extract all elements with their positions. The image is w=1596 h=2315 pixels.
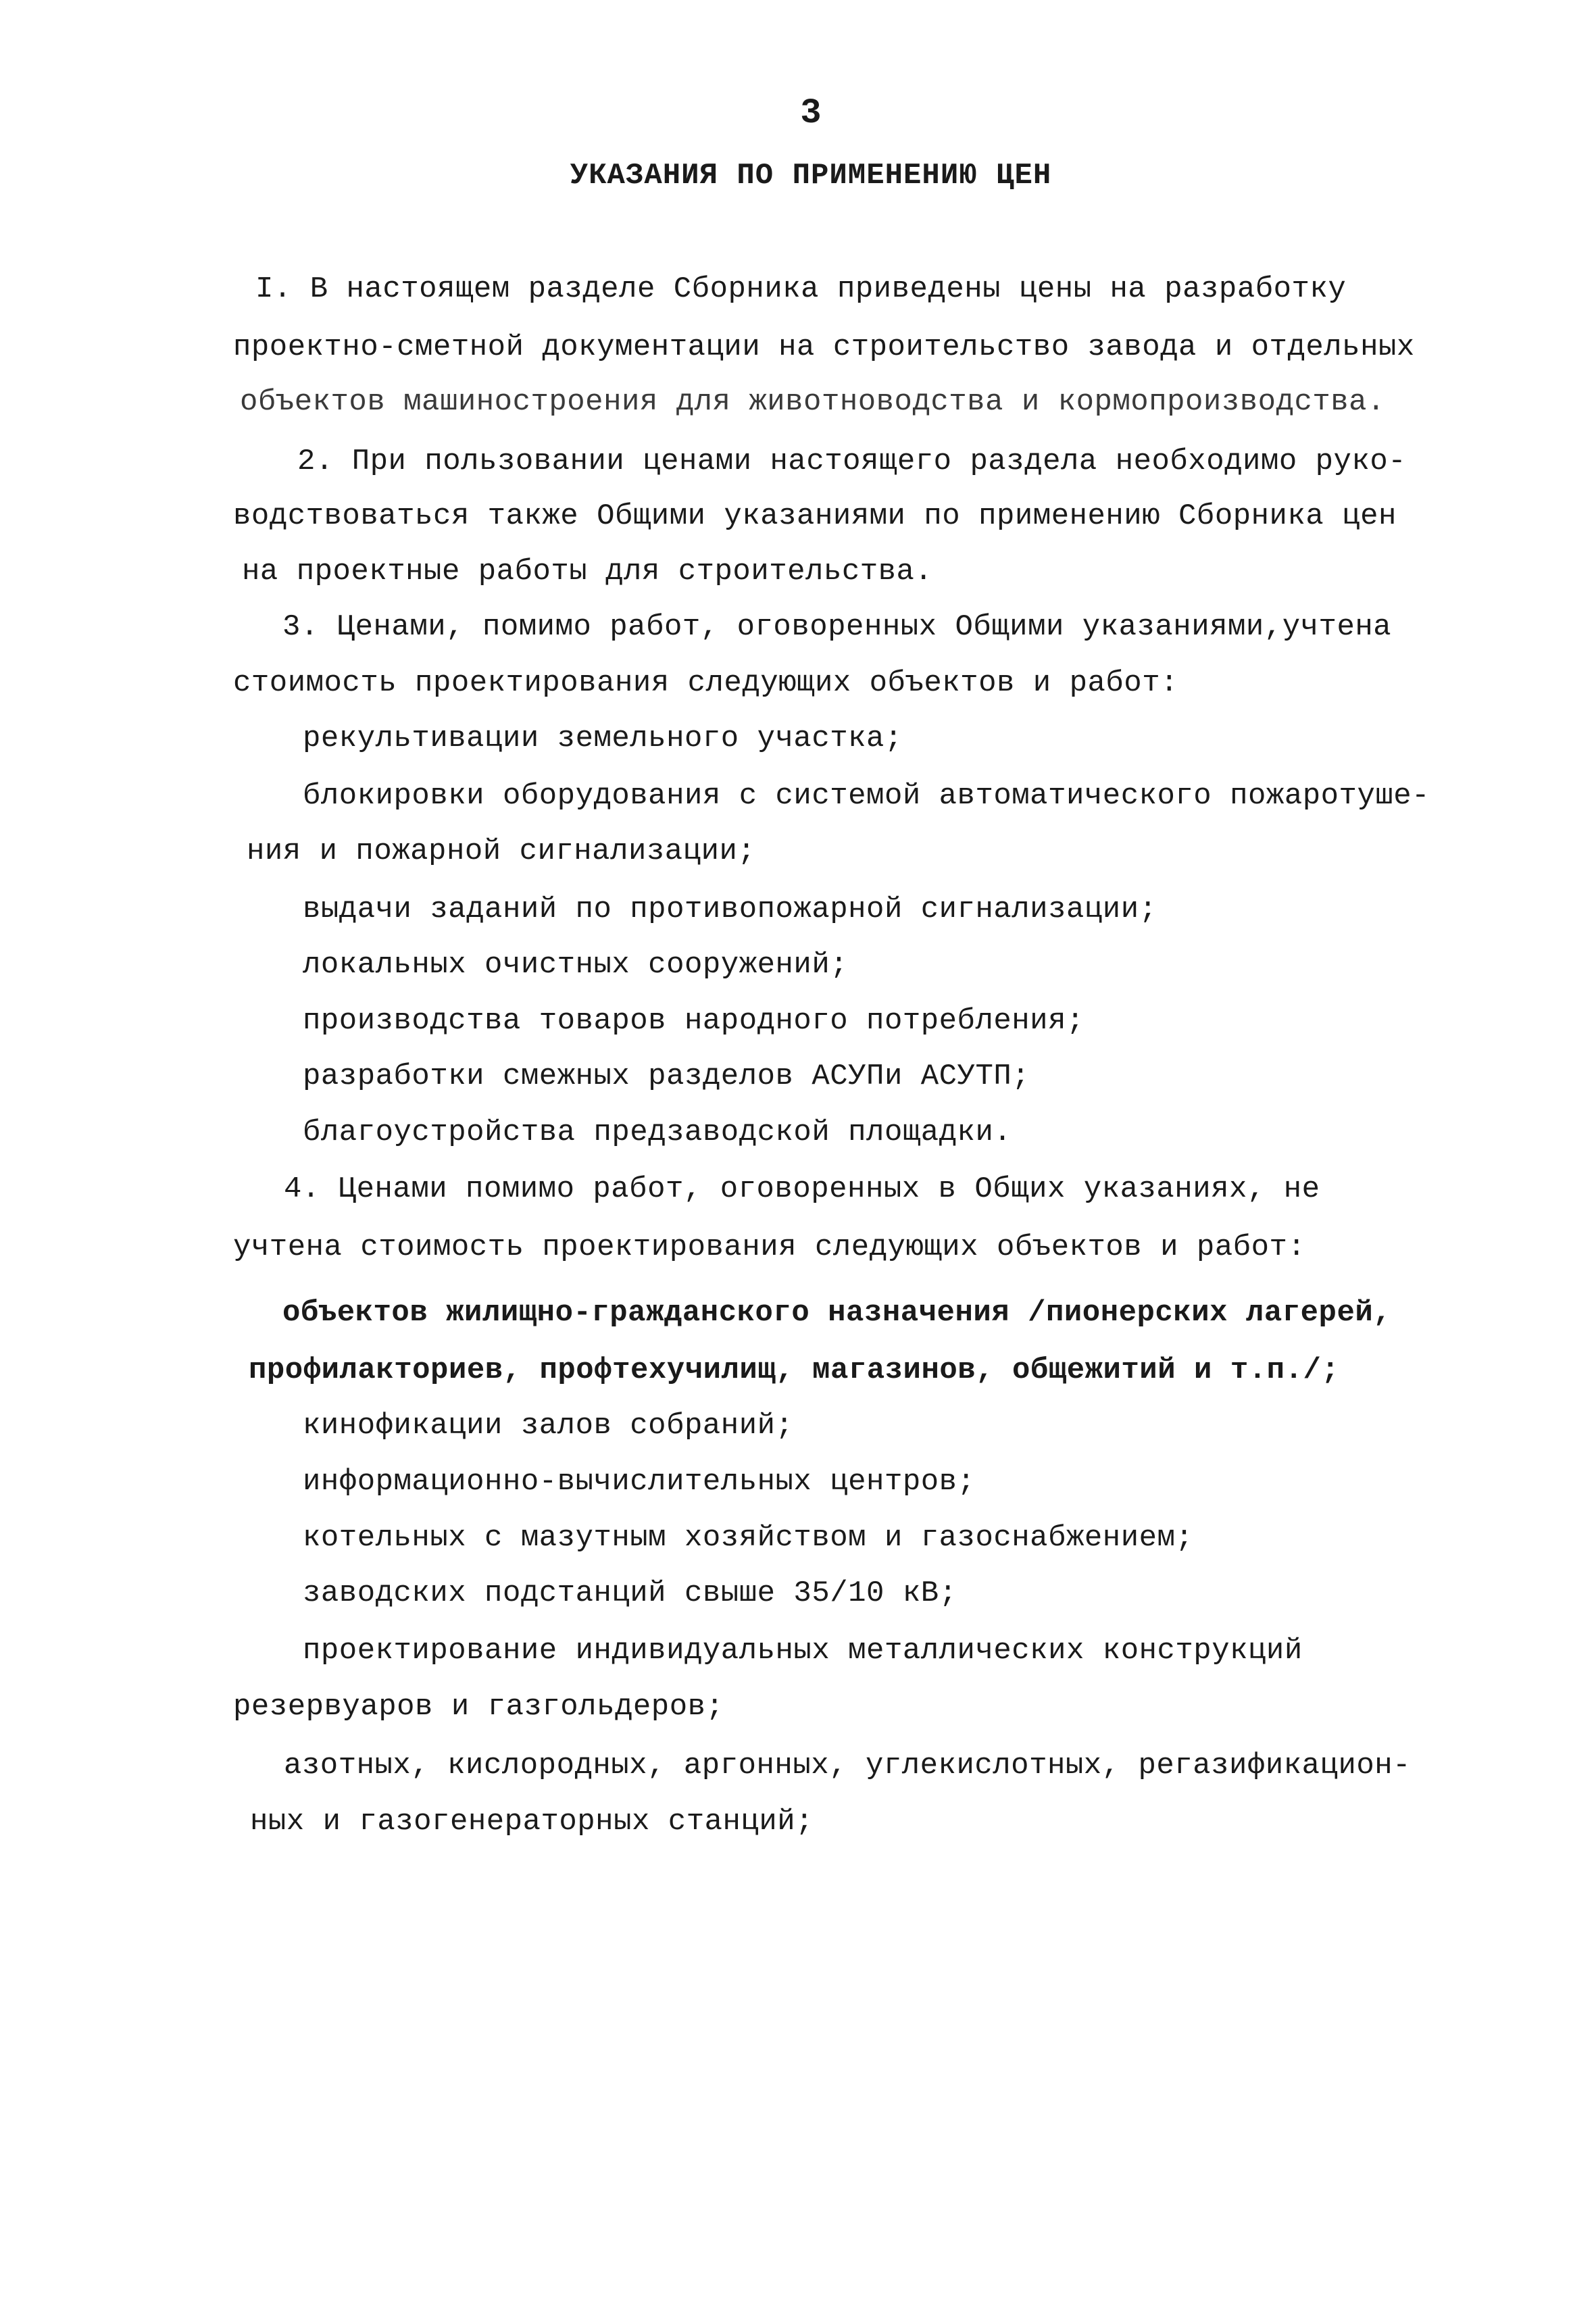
p3-item-4: выдачи заданий по противопожарной сигнализации;: [303, 893, 1157, 926]
p4-item-2: профилакториев, профтехучилищ, магазинов, общежитий и т.п./;: [249, 1353, 1340, 1387]
p4-item-6: заводских подстанций свыше 35/10 кВ;: [303, 1576, 957, 1610]
p1-line-3: объектов машиностроения для животноводства и кормопроизводства.: [240, 385, 1385, 419]
p4-item-1: объектов жилищно-гражданского назначения /пионерских лагерей,: [282, 1296, 1392, 1330]
p4-item-3: кинофикации залов собраний;: [303, 1409, 794, 1443]
page-number: 3: [800, 93, 822, 133]
p4-item-4: информационно-вычислительных центров;: [303, 1465, 976, 1499]
p3-item-2: блокировки оборудования с системой автоматического пожаротуше-: [303, 779, 1430, 813]
p2-line-2: водствоваться также Общими указаниями по применению Сборника цен: [233, 499, 1397, 533]
p3-line-2: стоимость проектирования следующих объектов и работ:: [233, 666, 1179, 700]
p3-item-3: ния и пожарной сигнализации;: [247, 835, 756, 868]
p4-item-5: котельных с мазутным хозяйством и газоснабжением;: [303, 1521, 1194, 1555]
section-heading: УКАЗАНИЯ ПО ПРИМЕНЕНИЮ ЦЕН: [570, 159, 1052, 193]
p1-line-1: I. В настоящем разделе Сборника приведены цены на разработку: [255, 272, 1347, 306]
p1-line-2: проектно-сметной документации на строительство завода и отдельных: [233, 330, 1415, 364]
p4-item-9: азотных, кислородных, аргонных, углекислотных, регазификацион-: [284, 1749, 1412, 1783]
p3-line-1: 3. Ценами, помимо работ, оговоренных Общими указаниями,учтена: [282, 610, 1392, 644]
p4-line-1: 4. Ценами помимо работ, оговоренных в Общих указаниях, не: [284, 1172, 1320, 1206]
p3-item-7: разработки смежных разделов АСУПи АСУТП;: [303, 1060, 1030, 1093]
p3-item-1: рекультивации земельного участка;: [303, 722, 903, 755]
p4-line-2: учтена стоимость проектирования следующих объектов и работ:: [233, 1230, 1306, 1264]
p4-item-10: ных и газогенераторных станций;: [250, 1805, 814, 1839]
p4-item-8: резервуаров и газгольдеров;: [233, 1690, 724, 1724]
p3-item-8: благоустройства предзаводской площадки.: [303, 1116, 1012, 1149]
p4-item-7: проектирование индивидуальных металлических конструкций: [303, 1634, 1303, 1668]
p2-line-1: 2. При пользовании ценами настоящего раздела необходимо руко-: [297, 445, 1407, 478]
p3-item-5: локальных очистных сооружений;: [303, 948, 849, 982]
p3-item-6: производства товаров народного потребления;: [303, 1004, 1084, 1038]
p2-line-3: на проектные работы для строительства.: [242, 555, 933, 589]
